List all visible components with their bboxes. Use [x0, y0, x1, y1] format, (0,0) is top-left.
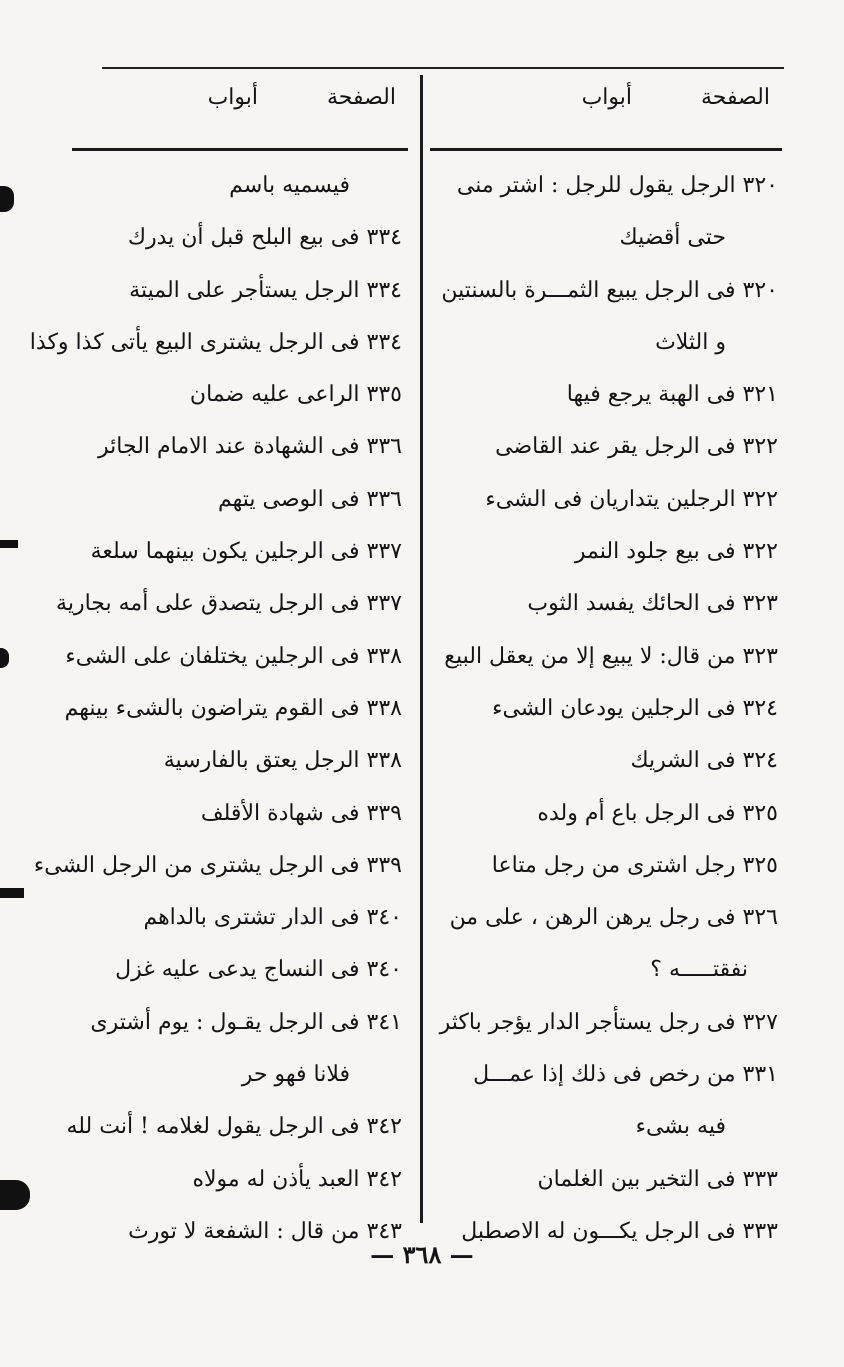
- index-entry: ٣٣٤ الرجل يستأجر على الميتة: [129, 277, 402, 303]
- index-entry: ٣٣٤ فى الرجل يشترى البيع يأتى كذا وكذا: [29, 329, 402, 355]
- page-column-label: الصفحة: [700, 85, 770, 110]
- header-left: [72, 85, 408, 125]
- index-entry: ٣٢٤ فى الرجلين يودعان الشىء: [492, 695, 778, 721]
- index-entry: ٣٣٨ فى القوم يتراضون بالشىء بينهم: [64, 695, 402, 721]
- index-column-right: [432, 160, 778, 1258]
- scan-edge-mark: [0, 648, 9, 668]
- index-entry-continuation: و الثلاث: [655, 329, 726, 355]
- chapters-column-label: أبواب: [581, 85, 632, 110]
- scan-edge-mark: [0, 1180, 30, 1210]
- index-entry: ٣٣٨ فى الرجلين يختلفان على الشىء: [65, 643, 402, 669]
- index-entry-continuation: حتى أقضيك: [619, 225, 726, 251]
- index-entry: ٣٣٣ فى الرجل يكـــون له الاصطبل: [461, 1218, 778, 1244]
- index-entry: ٣٣٤ فى بيع البلح قبل أن يدرك: [127, 225, 402, 251]
- index-entry-continuation: فيسميه باسم: [229, 173, 350, 198]
- index-entry: ٣٢٢ فى الرجل يقر عند القاضى: [495, 434, 778, 460]
- index-entry: ٣٢٣ من قال: لا يبيع إلا من يعقل البيع: [444, 643, 778, 669]
- index-entry: ٣٤٢ العبد يأذن له مولاه: [192, 1166, 402, 1192]
- index-entry: ٣٣٩ فى شهادة الأقلف: [200, 800, 402, 826]
- index-entry: ٣٣٧ فى الرجل يتصدق على أمه بجارية: [56, 591, 402, 617]
- index-entry: ٣٢٤ فى الشريك: [630, 748, 778, 774]
- index-entry: ٣٣١ من رخص فى ذلك إذا عمـــل: [473, 1062, 778, 1088]
- index-entry: ٣٤٠ فى الدار تشترى بالداهم: [143, 905, 402, 931]
- index-entry: ٣٢١ فى الهبة يرجع فيها: [566, 382, 778, 408]
- index-entry: ٣٤٣ من قال : الشفعة لا تورث: [128, 1218, 402, 1244]
- chapters-column-label: أبواب: [207, 85, 258, 110]
- header-right: [430, 85, 782, 125]
- index-entry: ٣٣٣ فى التخير بين الغلمان: [537, 1166, 778, 1192]
- index-column-left: [29, 160, 402, 1258]
- index-entry: ٣٢٢ الرجلين يتداريان فى الشىء: [485, 486, 778, 512]
- index-entry: ٣٤١ فى الرجل يقـول : يوم أشترى: [90, 1009, 402, 1035]
- index-entry: ٣٣٦ فى الشهادة عند الامام الجائر: [98, 434, 402, 460]
- column-divider: [420, 75, 423, 1223]
- index-entry: ٣٢٣ فى الحائك يفسد الثوب: [527, 591, 778, 617]
- index-entry: ٣٣٥ الراعى عليه ضمان: [189, 382, 402, 408]
- header-rule-right: [430, 148, 782, 151]
- scan-edge-mark: [0, 540, 18, 548]
- index-entry: ٣٢٥ رجل اشترى من رجل متاعا: [491, 852, 778, 878]
- index-entry-continuation: فلانا فهو حر: [241, 1062, 350, 1088]
- index-entry-continuation: فيه بشىء: [635, 1114, 726, 1140]
- top-rule: [102, 67, 784, 69]
- index-entry: ٣٣٨ الرجل يعتق بالفارسية: [163, 748, 402, 774]
- index-entry-continuation: نفقتـــــه ؟: [650, 957, 748, 983]
- index-entry: ٣٢٦ فى رجل يرهن الرهن ، على من: [449, 905, 778, 931]
- scan-edge-mark: [0, 186, 14, 212]
- index-entry: ٣٢٠ الرجل يقول للرجل : اشتر منى: [456, 173, 778, 198]
- index-entry: ٣٣٦ فى الوصى يتهم: [217, 486, 402, 512]
- index-entry: ٣٤٠ فى النساج يدعى عليه غزل: [115, 957, 402, 983]
- header-rule-left: [72, 148, 408, 151]
- index-entry: ٣٢٠ فى الرجل يبيع الثمـــرة بالسنتين: [441, 277, 778, 303]
- page-number: — ٣٦٨ —: [370, 1240, 474, 1269]
- page-column-label: الصفحة: [326, 85, 396, 110]
- index-entry: ٣٣٩ فى الرجل يشترى من الرجل الشىء: [33, 852, 402, 878]
- scan-edge-mark: [0, 888, 24, 898]
- index-entry: ٣٢٥ فى الرجل باع أم ولده: [537, 800, 778, 826]
- index-entry: ٣٢٢ فى بيع جلود النمر: [574, 539, 778, 565]
- index-entry: ٣٣٧ فى الرجلين يكون بينهما سلعة: [90, 539, 402, 565]
- index-entry: ٣٤٢ فى الرجل يقول لغلامه ! أنت لله: [66, 1114, 402, 1140]
- index-entry: ٣٢٧ فى رجل يستأجر الدار يؤجر باكثر: [439, 1009, 778, 1035]
